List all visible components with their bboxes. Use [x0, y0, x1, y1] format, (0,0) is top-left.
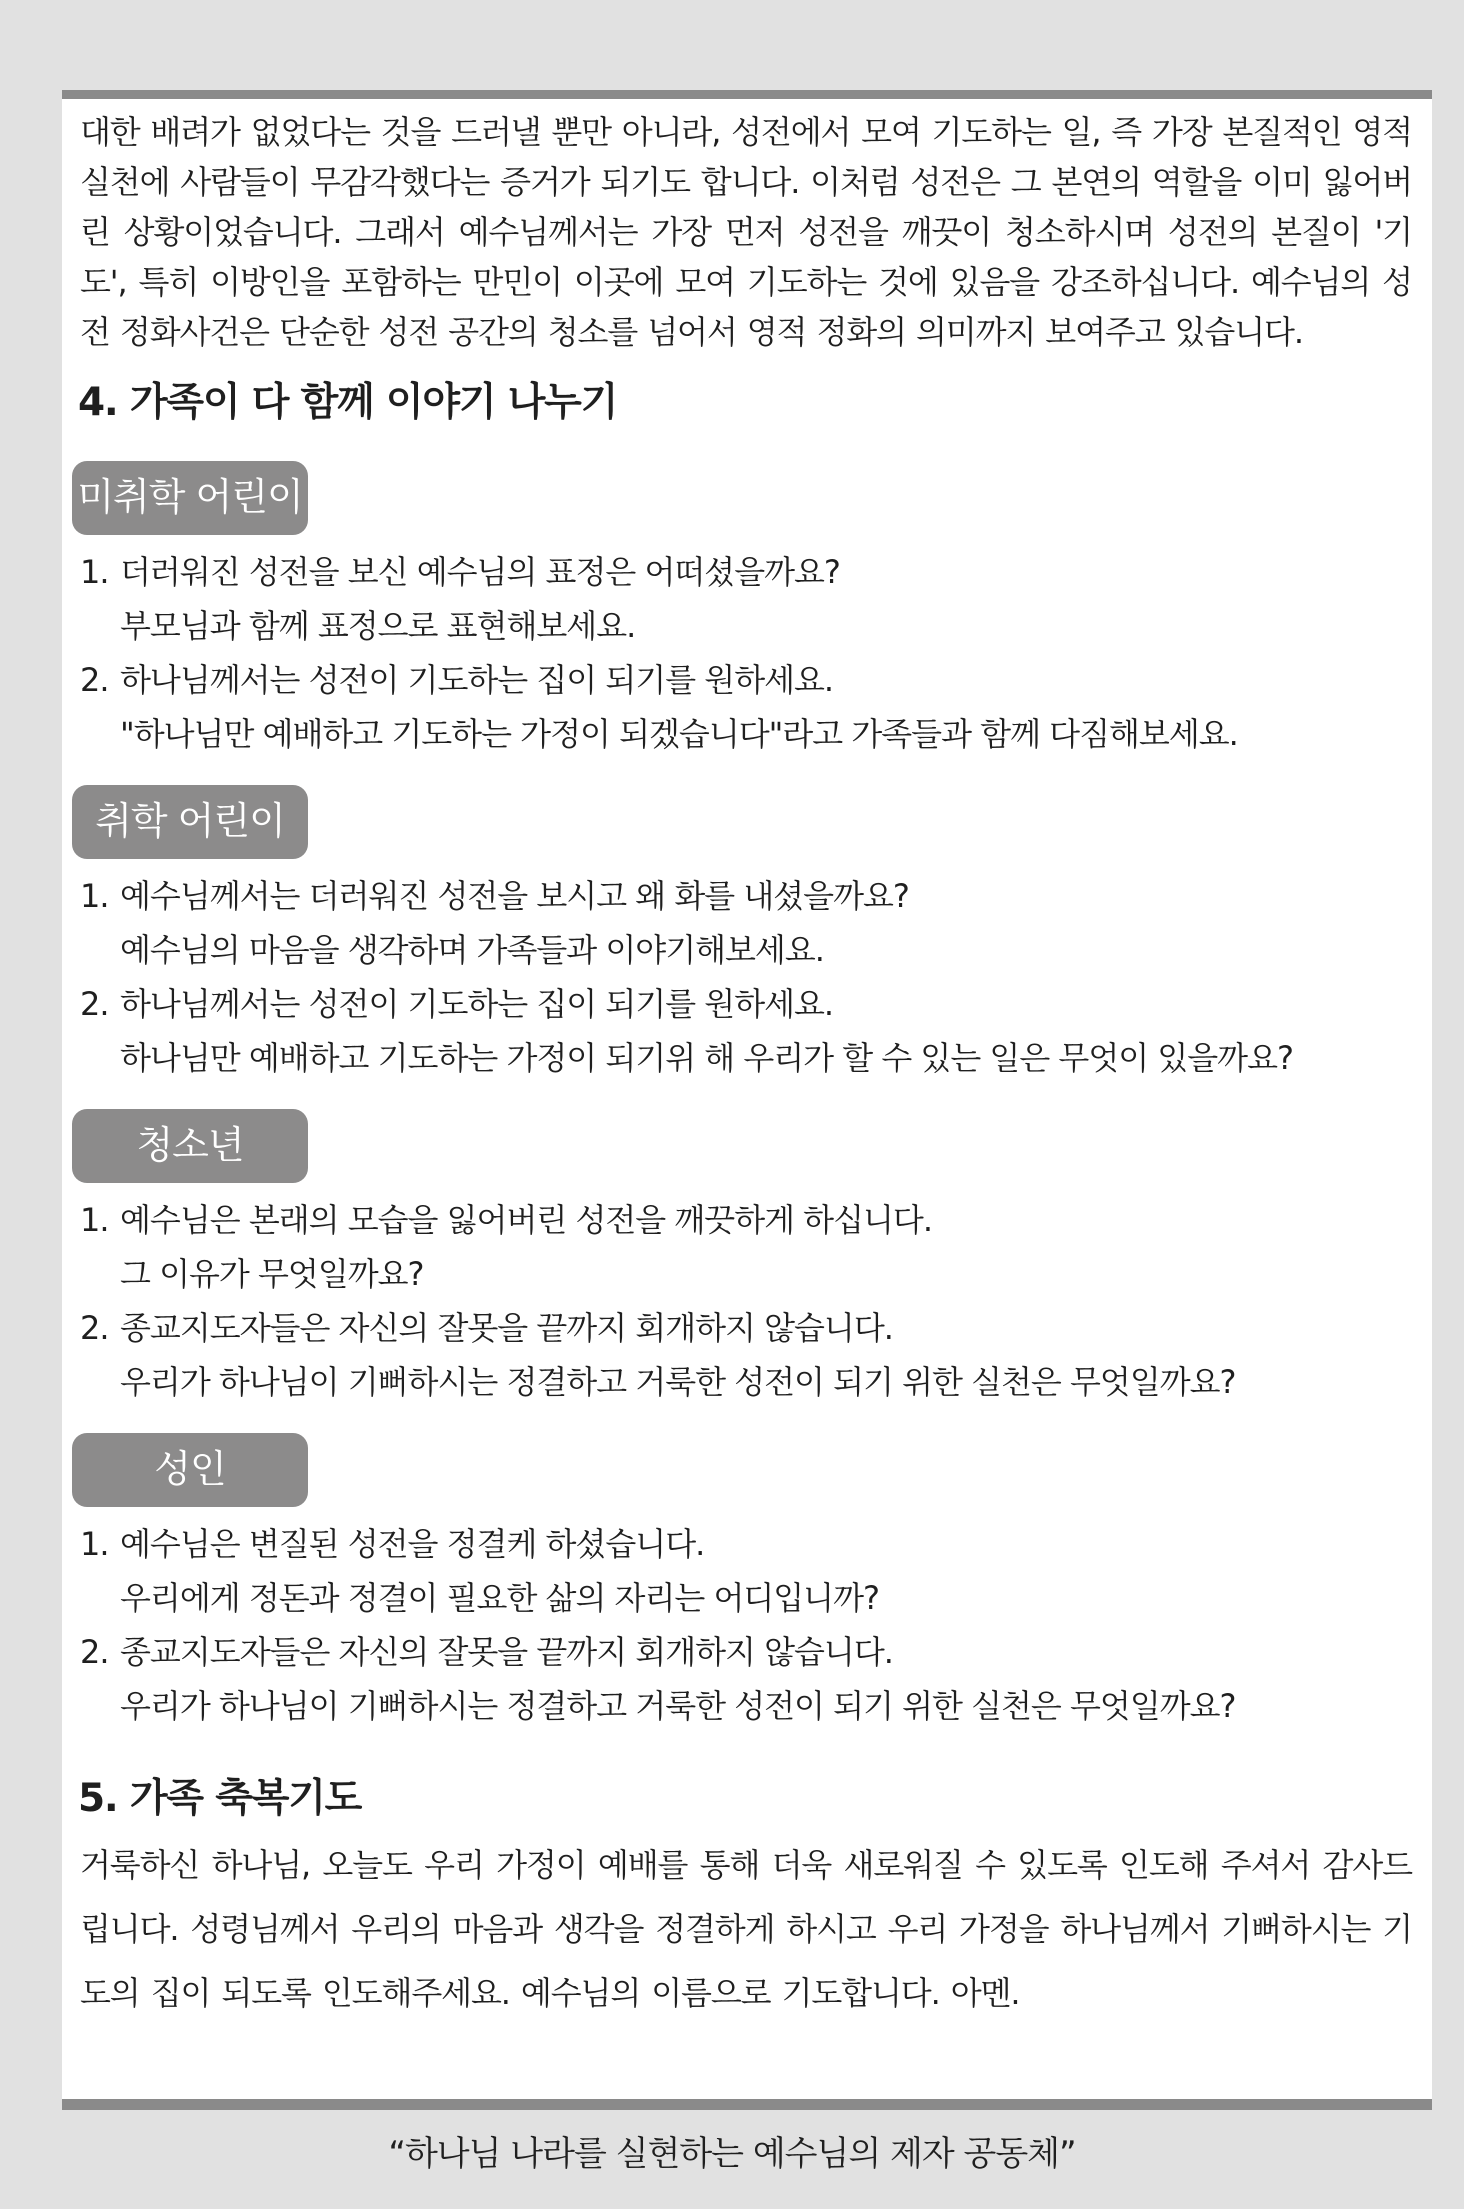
- question-line: 예수님께서는 더러워진 성전을 보시고 왜 화를 내셨을까요?: [120, 877, 909, 915]
- question-line: 하나님만 예배하고 기도하는 가정이 되기위 해 우리가 할 수 있는 일은 무엇이 있을까요?: [120, 1039, 1293, 1077]
- question-item: [80, 1193, 1412, 1301]
- question-line: "하나님만 예배하고 기도하는 가정이 되겠습니다"라고 가족들과 함께 다짐해보세요.: [120, 715, 1238, 753]
- question-number: 1.: [80, 1201, 109, 1239]
- group-badge: 미취학 어린이: [72, 461, 308, 535]
- question-number: 1.: [80, 877, 109, 915]
- bottom-rule: [62, 2099, 1432, 2110]
- question-list: [80, 1517, 1412, 1733]
- question-line: 하나님께서는 성전이 기도하는 집이 되기를 원하세요.: [120, 661, 834, 699]
- question-item: [80, 545, 1412, 653]
- question-list: [80, 545, 1412, 761]
- question-line: 예수님의 마음을 생각하며 가족들과 이야기해보세요.: [120, 931, 824, 969]
- group-badge: 취학 어린이: [72, 785, 308, 859]
- question-item: [80, 1625, 1412, 1733]
- question-item: [80, 1301, 1412, 1409]
- question-item: [80, 977, 1412, 1085]
- group-preschool: [77, 461, 1412, 761]
- footer-motto: “하나님 나라를 실현하는 예수님의 제자 공동체”: [388, 2134, 1076, 2174]
- question-number: 2.: [80, 1309, 109, 1347]
- question-item: [80, 869, 1412, 977]
- group-badge: 성인: [72, 1433, 308, 1507]
- question-item: [80, 653, 1412, 761]
- question-line: 종교지도자들은 자신의 잘못을 끝까지 회개하지 않습니다.: [120, 1633, 893, 1671]
- question-line: 하나님께서는 성전이 기도하는 집이 되기를 원하세요.: [120, 985, 834, 1023]
- question-number: 1.: [80, 553, 109, 591]
- question-line: 우리에게 정돈과 정결이 필요한 삶의 자리는 어디입니까?: [120, 1579, 879, 1617]
- question-line: 예수님은 변질된 성전을 정결케 하셨습니다.: [120, 1525, 705, 1563]
- question-line: 예수님은 본래의 모습을 잃어버린 성전을 깨끗하게 하십니다.: [120, 1201, 933, 1239]
- question-line: 종교지도자들은 자신의 잘못을 끝까지 회개하지 않습니다.: [120, 1309, 893, 1347]
- question-line: 우리가 하나님이 기뻐하시는 정결하고 거룩한 성전이 되기 위한 실천은 무엇일까요?: [120, 1687, 1236, 1725]
- section-4-title: 4. 가족이 다 함께 이야기 나누기: [78, 380, 618, 425]
- question-number: 2.: [80, 1633, 109, 1671]
- top-rule: [62, 90, 1432, 99]
- content-panel: [62, 99, 1432, 2099]
- question-line: 우리가 하나님이 기뻐하시는 정결하고 거룩한 성전이 되기 위한 실천은 무엇일까요?: [120, 1363, 1236, 1401]
- question-number: 1.: [80, 1525, 109, 1563]
- group-adult: [80, 1433, 1412, 1733]
- question-number: 2.: [80, 985, 109, 1023]
- question-line: 부모님과 함께 표정으로 표현해보세요.: [120, 607, 636, 645]
- question-list: [80, 1193, 1412, 1409]
- question-item: [80, 1517, 1412, 1625]
- question-list: [80, 869, 1412, 1085]
- group-youth: [80, 1109, 1412, 1409]
- question-line: 더러워진 성전을 보신 예수님의 표정은 어떠셨을까요?: [120, 553, 840, 591]
- section-5-title: 5. 가족 축복기도: [78, 1776, 362, 1821]
- question-number: 2.: [80, 661, 109, 699]
- intro-paragraph: 대한 배려가 없었다는 것을 드러낼 뿐만 아니라, 성전에서 모여 기도하는 일, 즉 가장 본질적인 영적 실천에 사람들이 무감각했다는 증거가 되기도 합니다. 이처럼 성전은 그 본연의 역할을 이미 잃어버린 상황이었습니다. 그래서 예수님께서는 가장 먼저 성전을 깨끗이 청소하시며 성전의 본질이 '기도', 특히 이방인을 포함하는 만민이 이곳에 모여 기도하는 것에 있음을 강조하십니다. 예수님의 성전 정화사건은 단순한 성전 공간의 청소를 넘어서 영적 정화의 의미까지 보여주고 있습니다.: [80, 113, 1412, 351]
- prayer-paragraph: 거룩하신 하나님, 오늘도 우리 가정이 예배를 통해 더욱 새로워질 수 있도록 인도해 주셔서 감사드립니다. 성령님께서 우리의 마음과 생각을 정결하게 하시고 우리 가정을 하나님께서 기뻐하시는 기도의 집이 되도록 인도해주세요. 예수님의 이름으로 기도합니다. 아멘.: [80, 1846, 1412, 2012]
- question-line: 그 이유가 무엇일까요?: [120, 1255, 424, 1293]
- group-badge: 청소년: [72, 1109, 308, 1183]
- group-school-children: [80, 785, 1412, 1085]
